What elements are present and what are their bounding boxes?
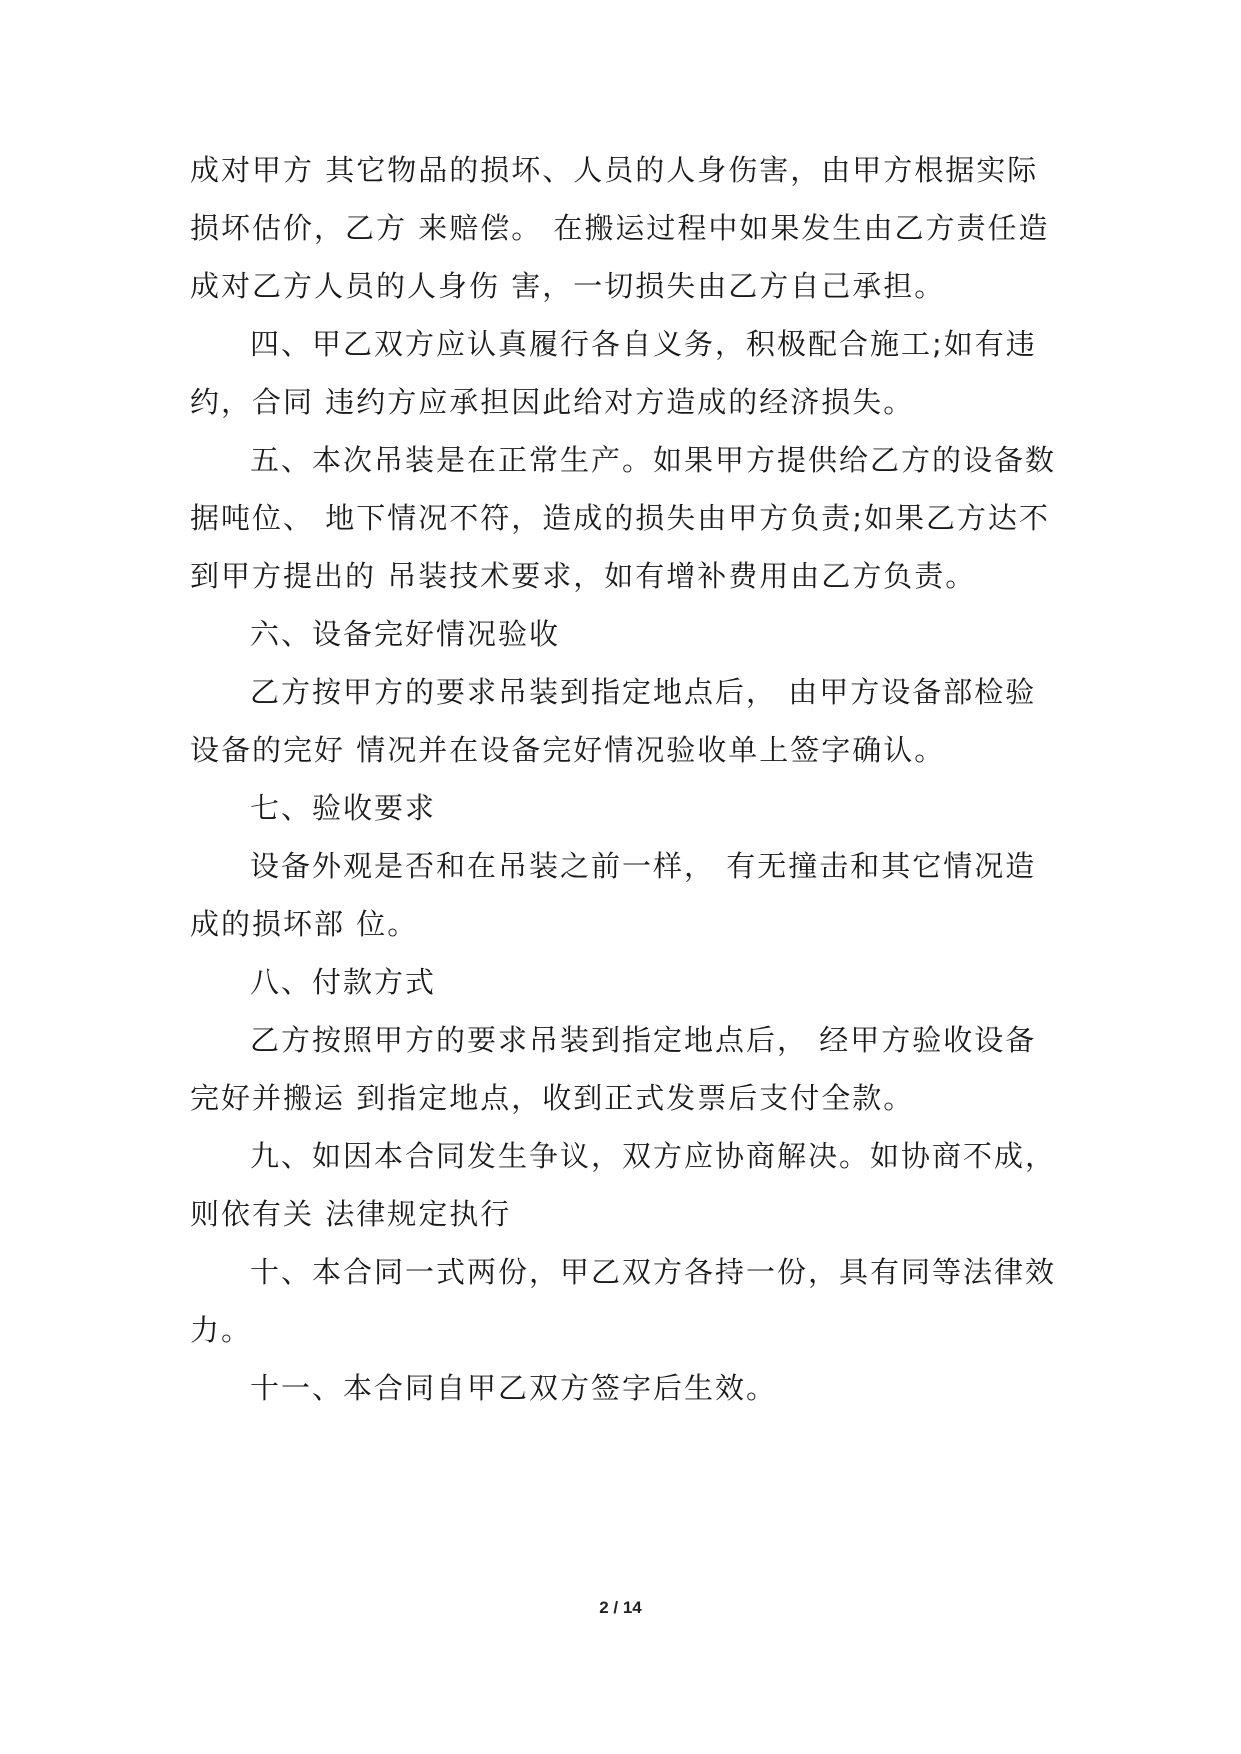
clause-5-line-3: 到甲方提出的 吊装技术要求，如有增补费用由乙方负责。: [190, 559, 977, 593]
clause-9-line-1: 九、如因本合同发生争议，双方应协商解决。如协商不成，: [250, 1139, 1057, 1173]
clause-6-line-2: 设备的完好 情况并在设备完好情况验收单上签字确认。: [190, 733, 946, 767]
clause-4-line-1: 四、甲乙双方应认真履行各自义务，积极配合施工;如有违: [250, 327, 1037, 361]
text-line-1: 成对甲方 其它物品的损坏、人员的人身伤害，由甲方根据实际: [190, 153, 1039, 187]
clause-10-line-2: 力。: [190, 1313, 253, 1347]
clause-10-line-1: 十、本合同一式两份，甲乙双方各持一份，具有同等法律效: [250, 1255, 1057, 1289]
clause-7-heading: 七、验收要求: [250, 791, 437, 825]
clause-7-line-2: 成的损坏部 位。: [190, 907, 419, 941]
clause-6-line-1: 乙方按甲方的要求吊装到指定地点后， 由甲方设备部检验: [250, 675, 1037, 709]
clause-6-heading: 六、设备完好情况验收: [250, 617, 561, 651]
clause-7-line-1: 设备外观是否和在吊装之前一样， 有无撞击和其它情况造: [250, 849, 1037, 883]
clause-5-line-1: 五、本次吊装是在正常生产。如果甲方提供给乙方的设备数: [250, 443, 1057, 477]
clause-8-heading: 八、付款方式: [250, 965, 437, 999]
clause-11-line-1: 十一、本合同自甲乙双方签字后生效。: [250, 1371, 778, 1405]
text-line-3: 成对乙方人员的人身伤 害，一切损失由乙方自己承担。: [190, 269, 946, 303]
clause-8-line-2: 完好并搬运 到指定地点，收到正式发票后支付全款。: [190, 1081, 915, 1115]
clause-8-line-1: 乙方按照甲方的要求吊装到指定地点后， 经甲方验收设备: [250, 1023, 1037, 1057]
text-line-2: 损坏估价，乙方 来赔偿。 在搬运过程中如果发生由乙方责任造: [190, 211, 1050, 245]
page-number: 2 / 14: [599, 1598, 642, 1617]
clause-5-line-2: 据吨位、 地下情况不符，造成的损失由甲方负责;如果乙方达不: [190, 501, 1050, 535]
clause-9-line-2: 则依有关 法律规定执行: [190, 1197, 512, 1231]
clause-4-line-2: 约，合同 违约方应承担因此给对方造成的经济损失。: [190, 385, 915, 419]
